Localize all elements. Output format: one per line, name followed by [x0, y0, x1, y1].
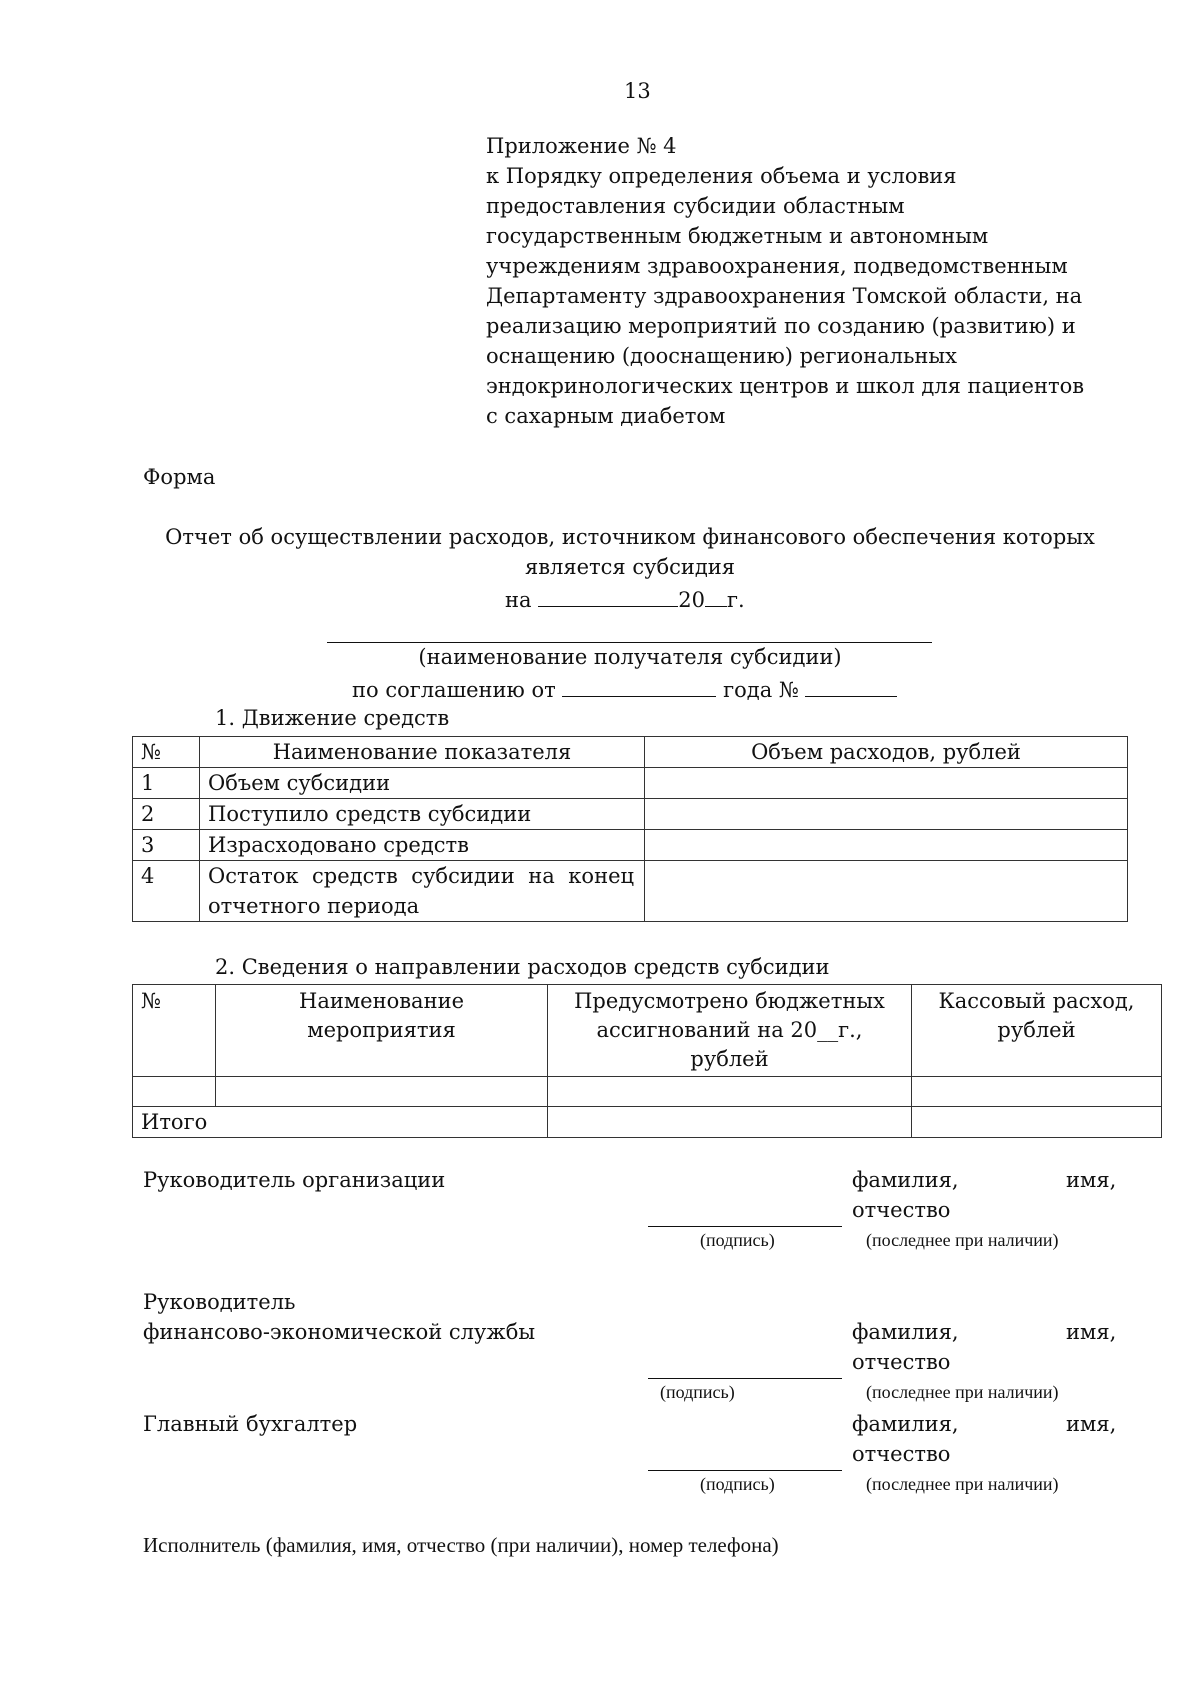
column-header-budget: [548, 985, 912, 1077]
signature-fio-patronymic: отчество: [852, 1198, 951, 1222]
signature-fio-name: имя,: [1066, 1168, 1117, 1192]
signature-caption: (подпись): [700, 1474, 775, 1494]
fio-caption: (последнее при наличии): [866, 1474, 1059, 1494]
row-amount-cell[interactable]: [645, 861, 1128, 922]
signature-fio-patronymic: отчество: [852, 1350, 951, 1374]
signature-role: Главный бухгалтер: [143, 1412, 358, 1436]
total-row: [133, 1107, 1162, 1138]
column-header-number: №: [133, 737, 200, 768]
total-budget-cell[interactable]: [548, 1107, 912, 1138]
total-cash-cell[interactable]: [912, 1107, 1162, 1138]
appendix-line: предоставления субсидии областным: [486, 194, 905, 218]
signature-role: Руководитель организации: [143, 1168, 446, 1192]
table-row: [133, 861, 1128, 922]
agreement-line: [352, 675, 897, 702]
signature-field[interactable]: [648, 1470, 842, 1471]
date-year-prefix: 20: [678, 588, 705, 612]
row-budget-cell[interactable]: [548, 1077, 912, 1107]
agreement-prefix: по соглашению от: [352, 678, 556, 702]
appendix-line: учреждениям здравоохранения, подведомственным: [486, 254, 1068, 278]
table-row: [133, 768, 1128, 799]
signature-caption: (подпись): [660, 1382, 735, 1402]
row-number: 1: [133, 768, 200, 799]
signature-fio-surname: фамилия,: [852, 1168, 959, 1192]
column-header-cash: [912, 985, 1162, 1077]
row-cash-cell[interactable]: [912, 1077, 1162, 1107]
row-number: 2: [133, 799, 200, 830]
appendix-line: к Порядку определения объема и условия: [486, 164, 957, 188]
appendix-line: Приложение № 4: [486, 134, 677, 158]
table-row: [133, 1077, 1162, 1107]
signature-fio-name: имя,: [1066, 1412, 1117, 1436]
column-header-amount: Объем расходов, рублей: [645, 737, 1128, 768]
signature-role: Руководитель: [143, 1290, 296, 1314]
signature-caption: (подпись): [700, 1230, 775, 1250]
fio-caption: (последнее при наличии): [866, 1382, 1059, 1402]
appendix-line: с сахарным диабетом: [486, 404, 726, 428]
column-header-indicator: Наименование показателя: [200, 737, 645, 768]
row-indicator: Остаток средств субсидии на конец отчетного периода: [200, 861, 645, 922]
appendix-line: государственным бюджетным и автономным: [486, 224, 989, 248]
column-header-activity: [216, 985, 548, 1077]
row-amount-cell[interactable]: [645, 830, 1128, 861]
date-prefix: на: [505, 588, 532, 612]
appendix-line: реализацию мероприятий по созданию (развитию) и: [486, 314, 1076, 338]
signature-fio-surname: фамилия,: [852, 1412, 959, 1436]
appendix-line: Департаменту здравоохранения Томской области, на: [486, 284, 1083, 308]
table-header-row: [133, 985, 1162, 1077]
agreement-date-field[interactable]: [562, 675, 716, 697]
expenses-table: [132, 984, 1162, 1138]
row-amount-cell[interactable]: [645, 768, 1128, 799]
date-day-month-field[interactable]: [538, 585, 678, 607]
signature-role-line2: финансово-экономической службы: [143, 1320, 536, 1344]
column-header-activity-text: Наименование мероприятия: [299, 989, 464, 1042]
row-indicator: Израсходовано средств: [200, 830, 645, 861]
signature-fio-name: имя,: [1066, 1320, 1117, 1344]
report-date-line: [505, 585, 745, 612]
row-activity-cell[interactable]: [216, 1077, 548, 1107]
signature-field[interactable]: [648, 1378, 842, 1379]
report-title-line1: Отчет об осуществлении расходов, источником финансового обеспечения которых: [165, 525, 1095, 549]
appendix-line: оснащению (дооснащению) региональных: [486, 344, 957, 368]
section1-heading: 1. Движение средств: [215, 706, 450, 730]
row-number: 4: [133, 861, 200, 922]
signature-fio-surname: фамилия,: [852, 1320, 959, 1344]
page-number: 13: [624, 79, 651, 103]
row-indicator: Поступило средств субсидии: [200, 799, 645, 830]
recipient-name-field[interactable]: [327, 642, 932, 643]
total-label: Итого: [133, 1107, 548, 1138]
row-amount-cell[interactable]: [645, 799, 1128, 830]
row-number: 3: [133, 830, 200, 861]
form-label: Форма: [143, 465, 216, 489]
table-row: [133, 799, 1128, 830]
funds-movement-table: [132, 736, 1128, 922]
column-header-budget-text: Предусмотрено бюджетных ассигнований на 20__г., рублей: [574, 989, 885, 1071]
row-number-cell[interactable]: [133, 1077, 216, 1107]
column-header-number: №: [133, 985, 216, 1077]
section2-heading: 2. Сведения о направлении расходов средств субсидии: [215, 955, 830, 979]
agreement-number-field[interactable]: [805, 675, 897, 697]
agreement-year-word: года №: [723, 678, 799, 702]
fio-caption: (последнее при наличии): [866, 1230, 1059, 1250]
signature-fio-patronymic: отчество: [852, 1442, 951, 1466]
date-year-field[interactable]: [705, 585, 727, 607]
column-header-cash-text: Кассовый расход, рублей: [938, 989, 1135, 1042]
executor-line: Исполнитель (фамилия, имя, отчество (при наличии), номер телефона): [143, 1533, 779, 1557]
signature-field[interactable]: [648, 1226, 842, 1227]
table-header-row: [133, 737, 1128, 768]
report-title-line2: является субсидия: [524, 555, 736, 579]
recipient-caption: (наименование получателя субсидии): [418, 645, 842, 669]
table-row: [133, 830, 1128, 861]
date-suffix: г.: [726, 588, 745, 612]
appendix-line: эндокринологических центров и школ для пациентов: [486, 374, 1085, 398]
row-indicator: Объем субсидии: [200, 768, 645, 799]
